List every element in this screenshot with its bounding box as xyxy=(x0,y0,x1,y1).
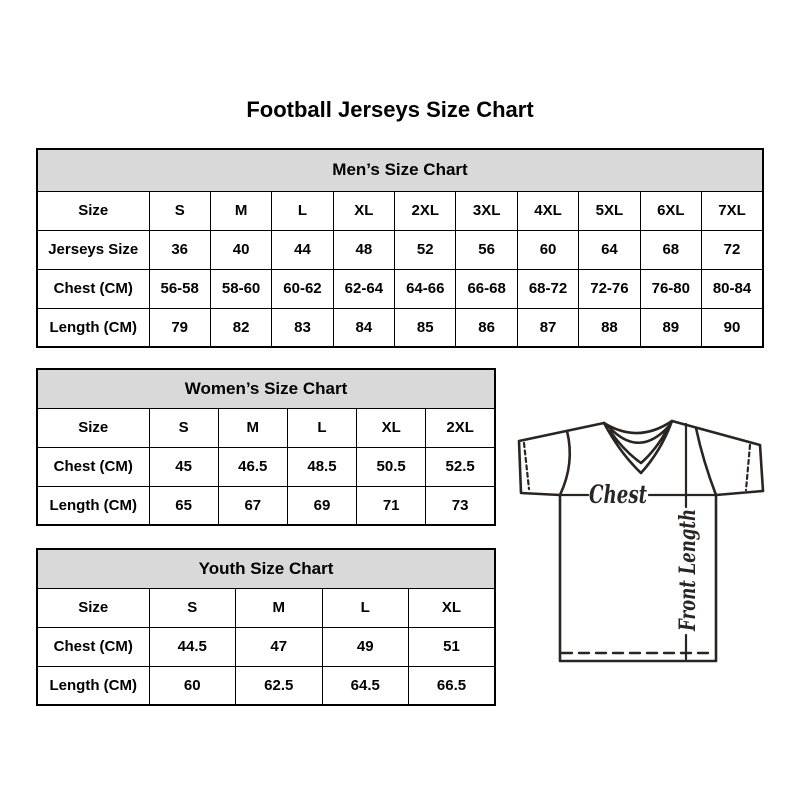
table-band-row xyxy=(37,369,495,408)
column-header: S xyxy=(149,191,210,230)
column-header: 7XL xyxy=(702,191,763,230)
column-header: L xyxy=(322,588,409,627)
cell: 79 xyxy=(149,308,210,347)
cell: 65 xyxy=(149,486,218,525)
cell: 86 xyxy=(456,308,517,347)
column-header: XL xyxy=(357,408,426,447)
table-row xyxy=(37,627,495,666)
cell: 68 xyxy=(640,230,701,269)
cell: 66-68 xyxy=(456,269,517,308)
chest-measure-label: Chest xyxy=(589,480,648,509)
column-header: 2XL xyxy=(395,191,456,230)
cell: 51 xyxy=(409,627,496,666)
column-header: 6XL xyxy=(640,191,701,230)
column-header: XL xyxy=(333,191,394,230)
cell: 56 xyxy=(456,230,517,269)
table-row xyxy=(37,588,495,627)
column-header: L xyxy=(272,191,333,230)
cell: 60 xyxy=(149,666,236,705)
column-header: 4XL xyxy=(517,191,578,230)
table-row xyxy=(37,447,495,486)
column-header: M xyxy=(218,408,287,447)
column-header: M xyxy=(236,588,323,627)
cell: 62-64 xyxy=(333,269,394,308)
cell: 46.5 xyxy=(218,447,287,486)
table-band-row xyxy=(37,549,495,588)
corner-header: Size xyxy=(37,191,149,230)
cell: 48 xyxy=(333,230,394,269)
cell: 87 xyxy=(517,308,578,347)
cell: 56-58 xyxy=(149,269,210,308)
cell: 64-66 xyxy=(395,269,456,308)
row-label: Length (CM) xyxy=(37,666,149,705)
cell: 45 xyxy=(149,447,218,486)
page-title: Football Jerseys Size Chart xyxy=(246,97,534,122)
table-row xyxy=(37,230,763,269)
column-header: XL xyxy=(409,588,496,627)
cell: 40 xyxy=(210,230,271,269)
front-length-measure-label: Front Length xyxy=(675,468,701,631)
cell: 83 xyxy=(272,308,333,347)
table-row xyxy=(37,666,495,705)
cell: 52 xyxy=(395,230,456,269)
cell: 90 xyxy=(702,308,763,347)
cell: 66.5 xyxy=(409,666,496,705)
table-title: Youth Size Chart xyxy=(37,549,495,588)
row-label: Chest (CM) xyxy=(37,269,149,308)
jersey-collar-outline xyxy=(604,421,672,473)
cell: 68-72 xyxy=(517,269,578,308)
row-label: Length (CM) xyxy=(37,308,149,347)
column-header: 5XL xyxy=(579,191,640,230)
mens-size-table xyxy=(36,148,764,348)
corner-header: Size xyxy=(37,408,149,447)
womens-size-table xyxy=(36,368,496,526)
cell: 88 xyxy=(579,308,640,347)
table-row xyxy=(37,191,763,230)
cell: 62.5 xyxy=(236,666,323,705)
cell: 80-84 xyxy=(702,269,763,308)
cell: 49 xyxy=(322,627,409,666)
cell: 84 xyxy=(333,308,394,347)
column-header: M xyxy=(210,191,271,230)
cell: 50.5 xyxy=(357,447,426,486)
table-row xyxy=(37,269,763,308)
youth-size-table xyxy=(36,548,496,706)
table-row xyxy=(37,308,763,347)
cell: 47 xyxy=(236,627,323,666)
table-band-row xyxy=(37,149,763,191)
cell: 64 xyxy=(579,230,640,269)
row-label: Length (CM) xyxy=(37,486,149,525)
cell: 44.5 xyxy=(149,627,236,666)
cell: 64.5 xyxy=(322,666,409,705)
row-label: Jerseys Size xyxy=(37,230,149,269)
row-label: Chest (CM) xyxy=(37,627,149,666)
corner-header: Size xyxy=(37,588,149,627)
cell: 69 xyxy=(287,486,356,525)
cell: 72-76 xyxy=(579,269,640,308)
column-header: 2XL xyxy=(426,408,495,447)
cell: 36 xyxy=(149,230,210,269)
cell: 85 xyxy=(395,308,456,347)
table-row xyxy=(37,408,495,447)
row-label: Chest (CM) xyxy=(37,447,149,486)
cell: 73 xyxy=(426,486,495,525)
cell: 52.5 xyxy=(426,447,495,486)
column-header: S xyxy=(149,588,236,627)
table-title: Men’s Size Chart xyxy=(37,149,763,191)
cell: 67 xyxy=(218,486,287,525)
jersey-measurement-diagram xyxy=(504,403,776,675)
cell: 48.5 xyxy=(287,447,356,486)
column-header: L xyxy=(287,408,356,447)
cell: 60 xyxy=(517,230,578,269)
cell: 89 xyxy=(640,308,701,347)
column-header: 3XL xyxy=(456,191,517,230)
cell: 72 xyxy=(702,230,763,269)
cell: 58-60 xyxy=(210,269,271,308)
cell: 82 xyxy=(210,308,271,347)
cell: 71 xyxy=(357,486,426,525)
table-row xyxy=(37,486,495,525)
cell: 76-80 xyxy=(640,269,701,308)
table-title: Women’s Size Chart xyxy=(37,369,495,408)
cell: 60-62 xyxy=(272,269,333,308)
column-header: S xyxy=(149,408,218,447)
cell: 44 xyxy=(272,230,333,269)
